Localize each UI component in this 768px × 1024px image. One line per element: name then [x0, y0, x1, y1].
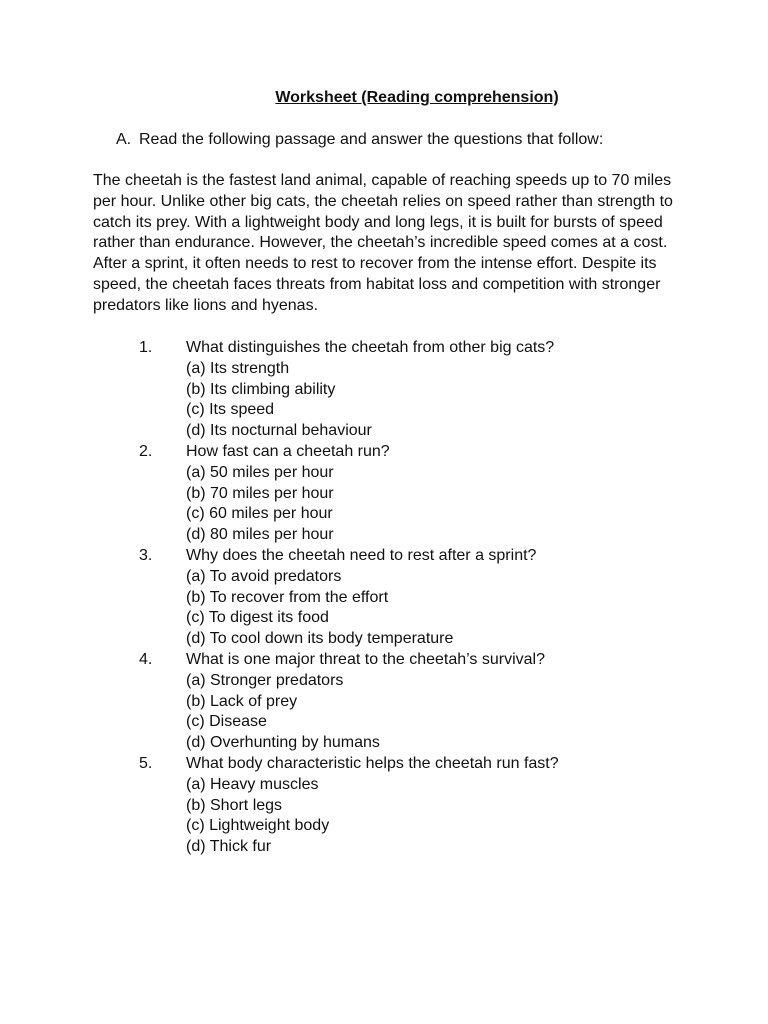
question-text: What is one major threat to the cheetah’s survival?	[186, 650, 545, 668]
worksheet-title: Worksheet (Reading comprehension)	[275, 89, 559, 106]
question-number: 1.	[139, 339, 153, 356]
answer-option: (d) To cool down its body temperature	[186, 630, 454, 648]
question-text: What distinguishes the cheetah from other big cats?	[186, 339, 555, 356]
answer-option: (b) Short legs	[186, 796, 283, 814]
answer-option: (a) 50 miles per hour	[186, 463, 334, 481]
instruction-text: Read the following passage and answer the questions that follow:	[139, 131, 604, 148]
question-number: 3.	[139, 546, 153, 564]
answer-option: (c) Disease	[186, 713, 267, 731]
question-line	[0, 338, 768, 359]
instruction-line	[116, 130, 603, 150]
answer-option: (a) Heavy muscles	[186, 775, 319, 793]
question-list	[0, 338, 768, 858]
question-item	[0, 546, 768, 650]
question-number: 4.	[139, 650, 153, 668]
answer-option: (b) 70 miles per hour	[186, 484, 334, 502]
answer-option: (b) Its climbing ability	[186, 380, 336, 398]
answer-option: (d) Its nocturnal behaviour	[186, 422, 372, 440]
question-line	[0, 754, 768, 775]
question-number: 2.	[139, 442, 153, 460]
question-line	[0, 650, 768, 671]
question-item	[0, 338, 768, 442]
question-line	[0, 546, 768, 567]
question-item	[0, 650, 768, 754]
question-text: What body characteristic helps the cheetah run fast?	[186, 754, 559, 772]
answer-option: (d) Overhunting by humans	[186, 734, 380, 752]
reading-passage: The cheetah is the fastest land animal, capable of reaching speeds up to 70 miles per hour. Unlike other big cats, the cheetah relies on speed rather than strength to catch its prey. With a lightweight body and long legs, it is built for bursts of speed rather than endurance. However, the cheetah’s incredible speed comes at a cost. After a sprint, it often needs to rest to recover from the intense effort. Despite its speed, the cheetah faces threats from habitat loss and competition with stronger predators like lions and hyenas.	[93, 172, 673, 314]
answer-option: (d) 80 miles per hour	[186, 526, 334, 544]
instruction-marker: A.	[116, 131, 132, 148]
question-item	[0, 754, 768, 858]
answer-option: (c) Lightweight body	[186, 817, 330, 835]
question-number: 5.	[139, 754, 153, 772]
question-text: How fast can a cheetah run?	[186, 442, 390, 460]
answer-option: (b) Lack of prey	[186, 692, 298, 710]
answer-option: (a) Its strength	[186, 359, 290, 377]
answer-option: (a) To avoid predators	[186, 567, 342, 585]
question-item	[0, 442, 768, 546]
answer-option: (c) To digest its food	[186, 609, 329, 627]
question-text: Why does the cheetah need to rest after a sprint?	[186, 546, 537, 564]
answer-option: (c) 60 miles per hour	[186, 505, 333, 523]
answer-option: (b) To recover from the effort	[186, 588, 389, 606]
answer-option: (a) Stronger predators	[186, 671, 344, 689]
answer-option: (d) Thick fur	[186, 838, 272, 856]
question-line	[0, 442, 768, 463]
answer-option: (c) Its speed	[186, 401, 275, 419]
